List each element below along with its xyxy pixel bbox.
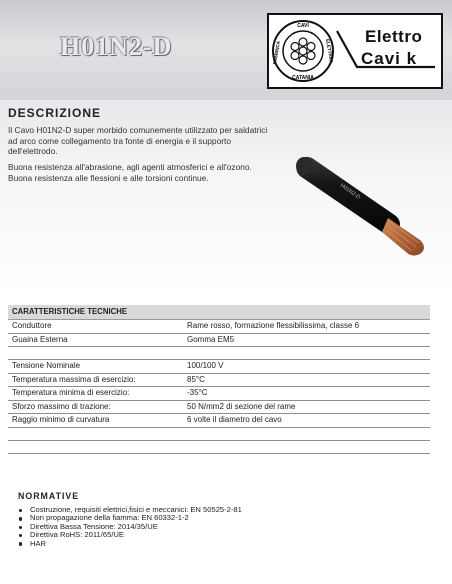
logo-text-line2: Cavi k: [361, 49, 418, 68]
table-row: [8, 387, 430, 401]
specs-heading: CARATTERISTICHE TECNICHE: [8, 305, 430, 320]
list-item: Costruzione, requisiti elettrici,fisici e meccanici: EN 50525-2-81: [18, 506, 242, 514]
brand-logo: [267, 13, 443, 89]
description-paragraph-2: Buona resistenza all'abrasione, agli agenti atmosferici e all'ozono. Buona resistenza alle flessioni e alle torsioni continue.: [8, 162, 252, 183]
cable-end-cap: [296, 157, 312, 175]
table-row: [8, 374, 430, 388]
spec-value: Rame rosso, formazione flessibilissima, classe 6: [187, 321, 360, 330]
spec-value: 85°C: [187, 374, 205, 384]
logo-text-line1: Elettro: [365, 27, 423, 46]
table-row: [8, 320, 430, 334]
table-row: [8, 401, 430, 415]
cable-print-label: H01N2-D: [338, 182, 362, 201]
list-item: HAR: [18, 540, 242, 548]
copper-conductor: [382, 218, 424, 256]
spec-value: 100/100 V: [187, 361, 224, 370]
list-item: Direttiva Bassa Tensione: 2014/35/UE: [18, 523, 242, 531]
header-banner: [0, 0, 452, 100]
table-spacer: [8, 441, 430, 454]
spec-value: 6 volte il diametro del cavo: [187, 415, 282, 424]
spec-key: Tensione Nominale: [12, 361, 81, 370]
spec-value: 50 N/mm2 di sezione del rame: [187, 401, 296, 411]
cable-jacket: [296, 157, 400, 235]
table-row: [8, 334, 430, 348]
normative-heading: NORMATIVE: [18, 491, 80, 501]
logo-ring-right: ELETTRICI: [324, 38, 334, 63]
spec-key: Conduttore: [12, 321, 52, 330]
table-spacer: [8, 347, 430, 360]
table-row: [8, 414, 430, 428]
specs-table: [8, 305, 430, 454]
table-row: [8, 360, 430, 374]
spec-value: -35°C: [187, 388, 208, 397]
spec-key: Temperatura minima di esercizio:: [12, 388, 130, 397]
logo-ring-left: FABBRICA: [272, 40, 282, 65]
logo-ring-top: CAVI: [297, 23, 309, 29]
spec-key: Guaina Esterna: [12, 334, 68, 344]
spec-key: Raggio minimo di curvatura: [12, 415, 110, 424]
list-item: Non propagazione della fiamma: EN 60332-1-2: [18, 514, 242, 522]
description-heading: DESCRIZIONE: [8, 106, 102, 120]
spec-key: Temperatura massima di esercizio:: [12, 374, 136, 384]
list-item: Direttiva RoHS: 2011/65/UE: [18, 531, 242, 539]
cable-image: [292, 148, 432, 258]
product-title: H01N2-D: [60, 32, 173, 61]
normative-list: [18, 506, 242, 548]
table-spacer: [8, 428, 430, 441]
spec-key: Sforzo massimo di trazione:: [12, 401, 111, 411]
logo-ring-bottom: CATANIA: [292, 75, 314, 81]
description-paragraph-1: Il Cavo H01N2-D super morbido comunemente utilizzato per saldatrici ad arco come collegamento tra fonte di energia e il supporto dell'elettrodo.: [8, 125, 268, 156]
spec-value: Gomma EM5: [187, 334, 235, 344]
